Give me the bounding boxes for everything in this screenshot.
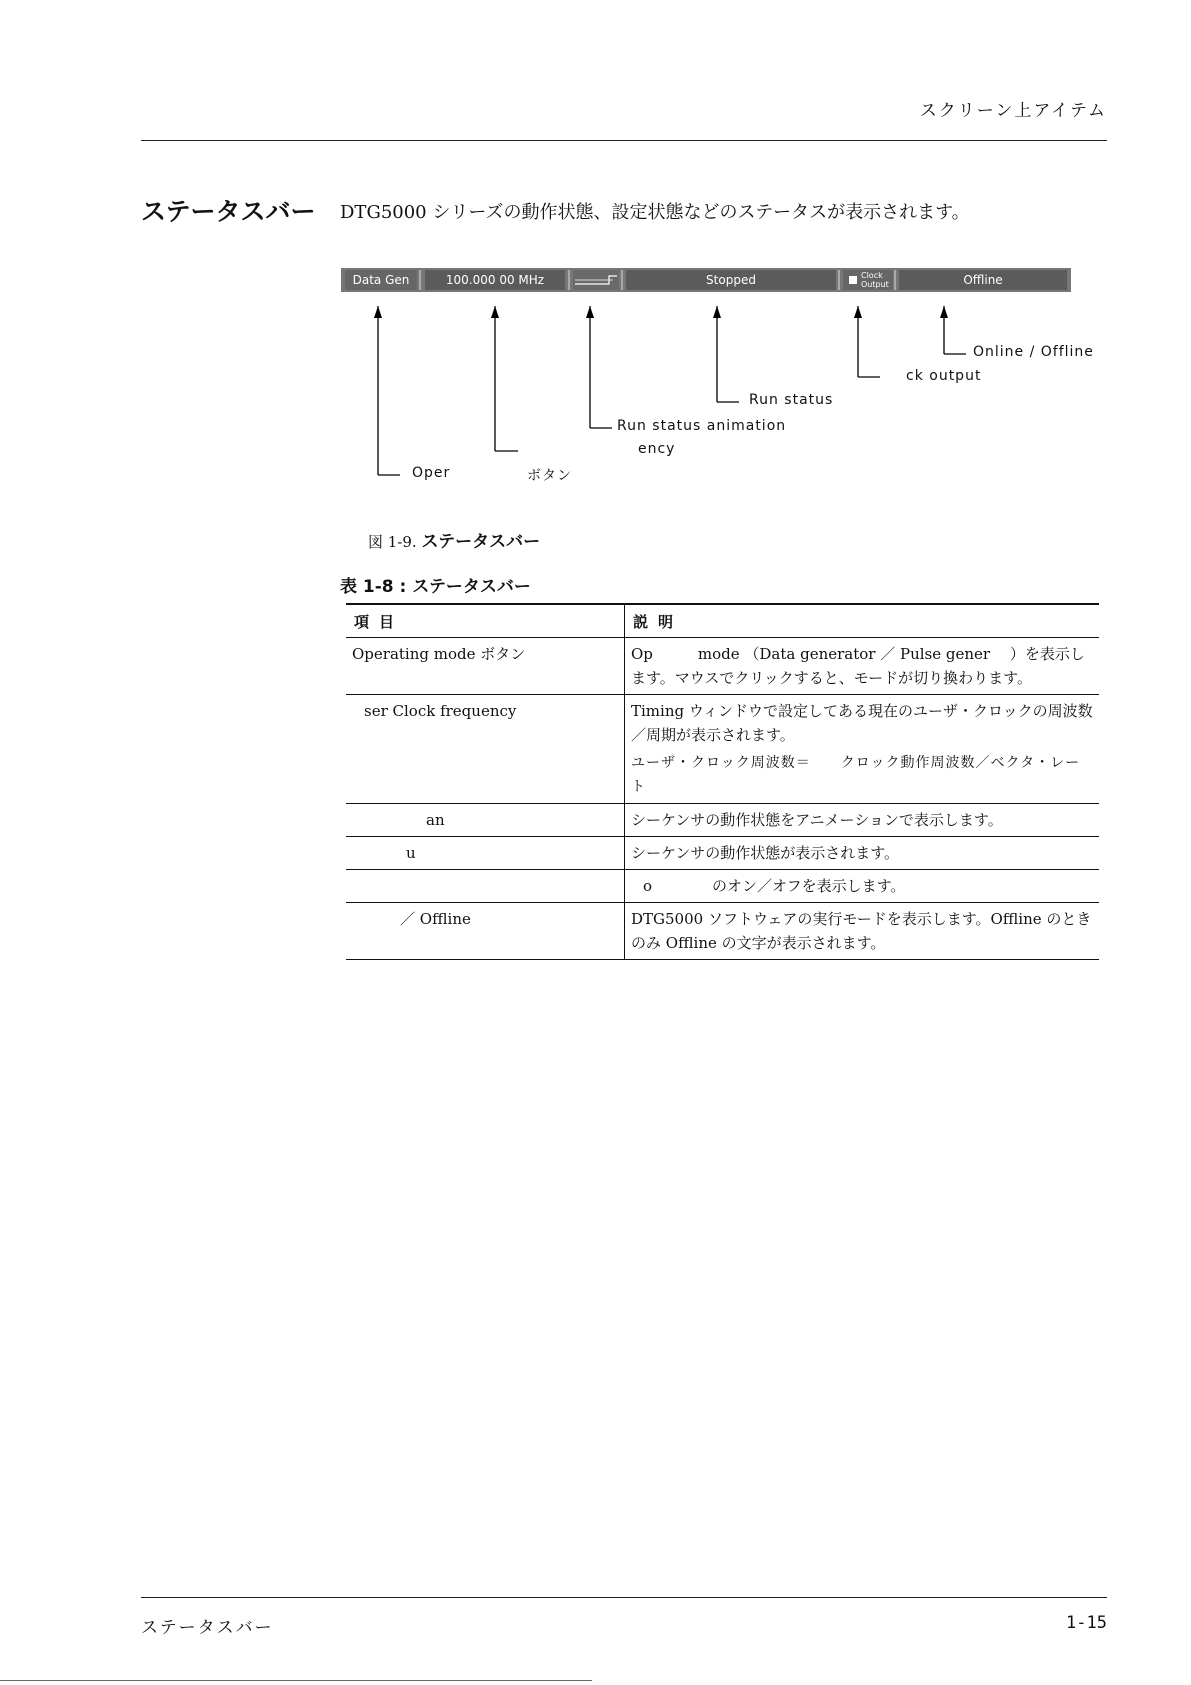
run-status-segment: Stopped: [626, 270, 836, 290]
row-item: an: [346, 804, 625, 837]
row-description: Op mode （Data generator ／ Pulse gener ）を表示します。マウスでクリックすると、モードが切り換わります。: [625, 638, 1100, 695]
online-state-segment: Offline: [899, 270, 1067, 290]
running-header: スクリーン上アイテム: [919, 101, 1107, 121]
status-bar-table: [346, 603, 1099, 960]
callout-run-animation: Run status animation: [617, 418, 787, 434]
frequency-segment: 100.000 00 MHz: [425, 270, 565, 290]
callout-operating-mode-a: Oper: [412, 465, 451, 481]
figure-number: 図 1-9.: [368, 533, 417, 551]
row-item: ser Clock frequency: [346, 695, 625, 804]
callout-operating-mode-b: ボタン: [527, 468, 572, 484]
clock-output-label: Clock Output: [861, 271, 889, 289]
callout-line-frequency: [495, 306, 518, 451]
row-description: DTG5000 ソフトウェアの実行モードを表示します。Offline のときのみ Offline の文字が表示されます。: [625, 903, 1100, 960]
figure-title: ステータスバー: [421, 532, 541, 552]
callout-arrows: [0, 0, 1191, 520]
row-description-line: Timing ウィンドウで設定してある現在のユーザ・クロックの周波数／周期が表示されます。: [631, 702, 1093, 744]
callout-run-status: Run status: [749, 392, 834, 408]
row-item: [346, 870, 625, 903]
row-description: シーケンサの動作状態をアニメーションで表示します。: [625, 804, 1100, 837]
table-row: [346, 804, 1099, 837]
table-row: [346, 695, 1099, 804]
table-row: [346, 903, 1099, 960]
section-intro: DTG5000 シリーズの動作状態、設定状態などのステータスが表示されます。: [340, 202, 970, 223]
callout-line-run-status: [717, 306, 739, 402]
row-item: u: [346, 837, 625, 870]
column-header-description: 説明: [625, 604, 1100, 638]
operating-mode-segment: Data Gen: [345, 270, 417, 290]
trim-mark: [0, 1680, 592, 1681]
column-header-item: 項目: [346, 604, 625, 638]
table-caption: 表 1-8 : ステータスバー: [340, 577, 531, 597]
footer-rule: [141, 1597, 1107, 1598]
callout-line-run-animation: [590, 306, 612, 428]
callout-frequency: ency: [638, 441, 676, 457]
row-description: o のオン／オフを表示します。: [625, 870, 1100, 903]
row-description: [625, 695, 1100, 804]
table-row: [346, 638, 1099, 695]
row-description-note: ユーザ・クロック周波数＝ クロック動作周波数／ベクタ・レート: [631, 755, 1081, 795]
callout-online-offline: Online / Offline: [973, 344, 1094, 360]
row-item: Operating mode ボタン: [346, 638, 625, 695]
callout-line-online-offline: [944, 306, 966, 354]
callout-clock-output: ck output: [906, 368, 982, 384]
section-title: ステータスバー: [141, 197, 316, 226]
page-number: 1-15: [1066, 1613, 1107, 1633]
footer-section-title: ステータスバー: [141, 1618, 274, 1638]
row-description: シーケンサの動作状態が表示されます。: [625, 837, 1100, 870]
table-row: [346, 870, 1099, 903]
figure-caption: [368, 527, 540, 552]
table-header-row: [346, 604, 1099, 638]
table-row: [346, 837, 1099, 870]
row-item: ／ Offline: [346, 903, 625, 960]
callout-line-operating-mode: [378, 306, 400, 475]
